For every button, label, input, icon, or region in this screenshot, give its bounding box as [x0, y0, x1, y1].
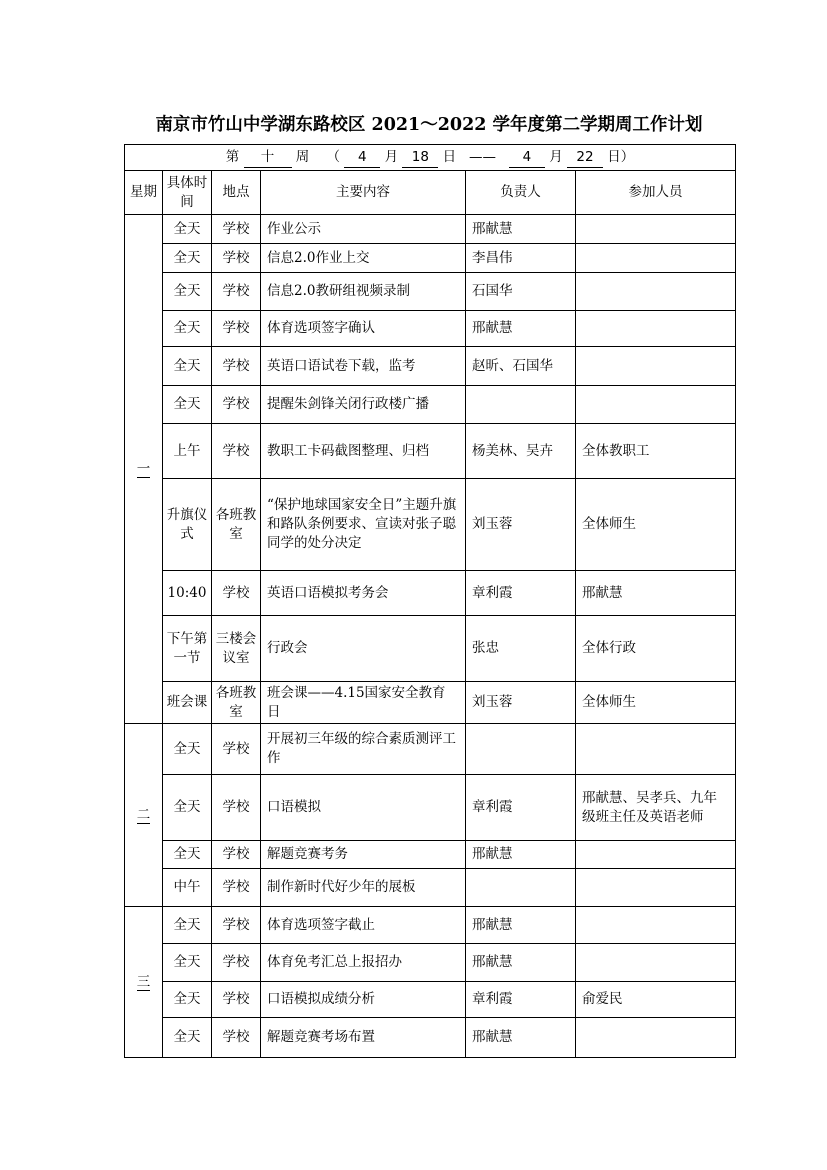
- content-cell: 体育选项签字截止: [261, 907, 466, 944]
- owner-cell: 邢献慧: [466, 944, 576, 982]
- start-day: 18: [402, 148, 438, 168]
- participants-cell: [576, 347, 736, 386]
- place-cell: 学校: [212, 982, 261, 1018]
- start-month: 4: [344, 148, 380, 168]
- table-row: [125, 682, 736, 724]
- header-weekday: 星期: [125, 171, 163, 215]
- time-cell: 全天: [163, 386, 212, 424]
- participants-cell: [576, 273, 736, 311]
- table-row: [125, 273, 736, 311]
- time-cell: 全天: [163, 907, 212, 944]
- header-place: 地点: [212, 171, 261, 215]
- content-cell: 行政会: [261, 616, 466, 682]
- participants-cell: [576, 724, 736, 775]
- table-row: [125, 869, 736, 907]
- header-content: 主要内容: [261, 171, 466, 215]
- participants-cell: [576, 386, 736, 424]
- table-row: [125, 386, 736, 424]
- time-cell: 中午: [163, 869, 212, 907]
- content-cell: 口语模拟成绩分析: [261, 982, 466, 1018]
- time-cell: 全天: [163, 841, 212, 869]
- place-cell: 学校: [212, 841, 261, 869]
- owner-cell: 邢献慧: [466, 311, 576, 347]
- time-cell: 全天: [163, 215, 212, 244]
- content-cell: 开展初三年级的综合素质测评工作: [261, 724, 466, 775]
- place-cell: 学校: [212, 907, 261, 944]
- content-cell: 解题竞赛考务: [261, 841, 466, 869]
- table-row: [125, 907, 736, 944]
- place-cell: 学校: [212, 386, 261, 424]
- owner-cell: 邢献慧: [466, 1018, 576, 1058]
- time-cell: 下午第一节: [163, 616, 212, 682]
- end-day-label: 日）: [607, 148, 635, 165]
- owner-cell: 李昌伟: [466, 244, 576, 273]
- time-cell: 全天: [163, 775, 212, 841]
- place-cell: 学校: [212, 571, 261, 616]
- header-participants: 参加人员: [576, 171, 736, 215]
- content-cell: 班会课——4.15国家安全教育日: [261, 682, 466, 724]
- content-cell: 体育免考汇总上报招办: [261, 944, 466, 982]
- table-row: [125, 571, 736, 616]
- place-cell: 学校: [212, 244, 261, 273]
- owner-cell: [466, 869, 576, 907]
- content-cell: 作业公示: [261, 215, 466, 244]
- week-range-row: [125, 145, 736, 171]
- place-cell: 学校: [212, 273, 261, 311]
- place-cell: 学校: [212, 869, 261, 907]
- participants-cell: 全体师生: [576, 479, 736, 571]
- table-row: [125, 1018, 736, 1058]
- participants-cell: [576, 907, 736, 944]
- place-cell: 学校: [212, 775, 261, 841]
- table-row: [125, 347, 736, 386]
- place-cell: 各班教室: [212, 682, 261, 724]
- place-cell: 学校: [212, 311, 261, 347]
- time-cell: 全天: [163, 311, 212, 347]
- table-row: [125, 311, 736, 347]
- time-cell: 班会课: [163, 682, 212, 724]
- participants-cell: [576, 311, 736, 347]
- time-cell: 全天: [163, 244, 212, 273]
- owner-cell: 赵昕、石国华: [466, 347, 576, 386]
- header-owner: 负责人: [466, 171, 576, 215]
- participants-cell: [576, 215, 736, 244]
- week-zhou: 周: [295, 148, 310, 165]
- participants-cell: 全体教职工: [576, 424, 736, 479]
- content-cell: 提醒朱剑锋关闭行政楼广播: [261, 386, 466, 424]
- owner-cell: 邢献慧: [466, 841, 576, 869]
- start-day-label: 日: [442, 148, 457, 165]
- owner-cell: 杨美林、吴卉: [466, 424, 576, 479]
- owner-cell: 邢献慧: [466, 215, 576, 244]
- weekday-cell: [125, 215, 163, 724]
- week-di: 第: [225, 148, 240, 165]
- owner-cell: 刘玉蓉: [466, 682, 576, 724]
- participants-cell: 俞爱民: [576, 982, 736, 1018]
- time-cell: 升旗仪式: [163, 479, 212, 571]
- time-cell: 全天: [163, 347, 212, 386]
- table-row: [125, 244, 736, 273]
- weekday-label: 二: [136, 806, 151, 823]
- place-cell: 学校: [212, 724, 261, 775]
- content-cell: 体育选项签字确认: [261, 311, 466, 347]
- owner-cell: 章利霞: [466, 982, 576, 1018]
- table-row: [125, 982, 736, 1018]
- table-row: [125, 944, 736, 982]
- owner-cell: [466, 386, 576, 424]
- participants-cell: [576, 841, 736, 869]
- participants-cell: [576, 944, 736, 982]
- page-title: 南京市竹山中学湖东路校区 2021～2022 学年度第二学期周工作计划: [155, 115, 703, 135]
- place-cell: 各班教室: [212, 479, 261, 571]
- content-cell: 教职工卡码截图整理、归档: [261, 424, 466, 479]
- participants-cell: 邢献慧、吴孝兵、九年级班主任及英语老师: [576, 775, 736, 841]
- range-dash: ——: [469, 148, 497, 165]
- owner-cell: 章利霞: [466, 775, 576, 841]
- place-cell: 三楼会议室: [212, 616, 261, 682]
- content-cell: 制作新时代好少年的展板: [261, 869, 466, 907]
- participants-cell: [576, 869, 736, 907]
- table-row: [125, 724, 736, 775]
- time-cell: 全天: [163, 724, 212, 775]
- weekday-label: 一: [136, 460, 151, 477]
- place-cell: 学校: [212, 1018, 261, 1058]
- table-row: [125, 841, 736, 869]
- time-cell: 全天: [163, 1018, 212, 1058]
- place-cell: 学校: [212, 424, 261, 479]
- weekday-cell: [125, 724, 163, 907]
- owner-cell: 章利霞: [466, 571, 576, 616]
- time-cell: 10:40: [163, 571, 212, 616]
- time-cell: 全天: [163, 944, 212, 982]
- header-row: [125, 171, 736, 215]
- place-cell: 学校: [212, 347, 261, 386]
- participants-cell: 全体行政: [576, 616, 736, 682]
- time-cell: 全天: [163, 982, 212, 1018]
- place-cell: 学校: [212, 944, 261, 982]
- time-cell: 全天: [163, 273, 212, 311]
- table-row: [125, 775, 736, 841]
- content-cell: 信息2.0作业上交: [261, 244, 466, 273]
- content-cell: “保护地球国家安全日”主题升旗和路队条例要求、宣读对张子聪同学的处分决定: [261, 479, 466, 571]
- table-row: [125, 215, 736, 244]
- table-row: [125, 479, 736, 571]
- participants-cell: 全体师生: [576, 682, 736, 724]
- end-month-label: 月: [549, 148, 563, 165]
- content-cell: 口语模拟: [261, 775, 466, 841]
- table-row: [125, 616, 736, 682]
- owner-cell: 邢献慧: [466, 907, 576, 944]
- content-cell: 英语口语试卷下载，监考: [261, 347, 466, 386]
- weekday-label: 三: [136, 973, 151, 990]
- weekly-plan-table: [124, 144, 736, 1058]
- end-day: 22: [567, 148, 603, 168]
- week-number: 十: [244, 148, 292, 168]
- owner-cell: 张忠: [466, 616, 576, 682]
- content-cell: 信息2.0教研组视频录制: [261, 273, 466, 311]
- content-cell: 解题竞赛考场布置: [261, 1018, 466, 1058]
- end-month: 4: [509, 148, 545, 168]
- paren-open: （: [326, 148, 340, 165]
- owner-cell: [466, 724, 576, 775]
- participants-cell: 邢献慧: [576, 571, 736, 616]
- header-time: 具体时间: [163, 171, 212, 215]
- owner-cell: 石国华: [466, 273, 576, 311]
- week-range: [125, 145, 736, 171]
- place-cell: 学校: [212, 215, 261, 244]
- table-row: [125, 424, 736, 479]
- owner-cell: 刘玉蓉: [466, 479, 576, 571]
- content-cell: 英语口语模拟考务会: [261, 571, 466, 616]
- weekday-cell: [125, 907, 163, 1058]
- start-month-label: 月: [384, 148, 399, 165]
- participants-cell: [576, 1018, 736, 1058]
- time-cell: 上午: [163, 424, 212, 479]
- participants-cell: [576, 244, 736, 273]
